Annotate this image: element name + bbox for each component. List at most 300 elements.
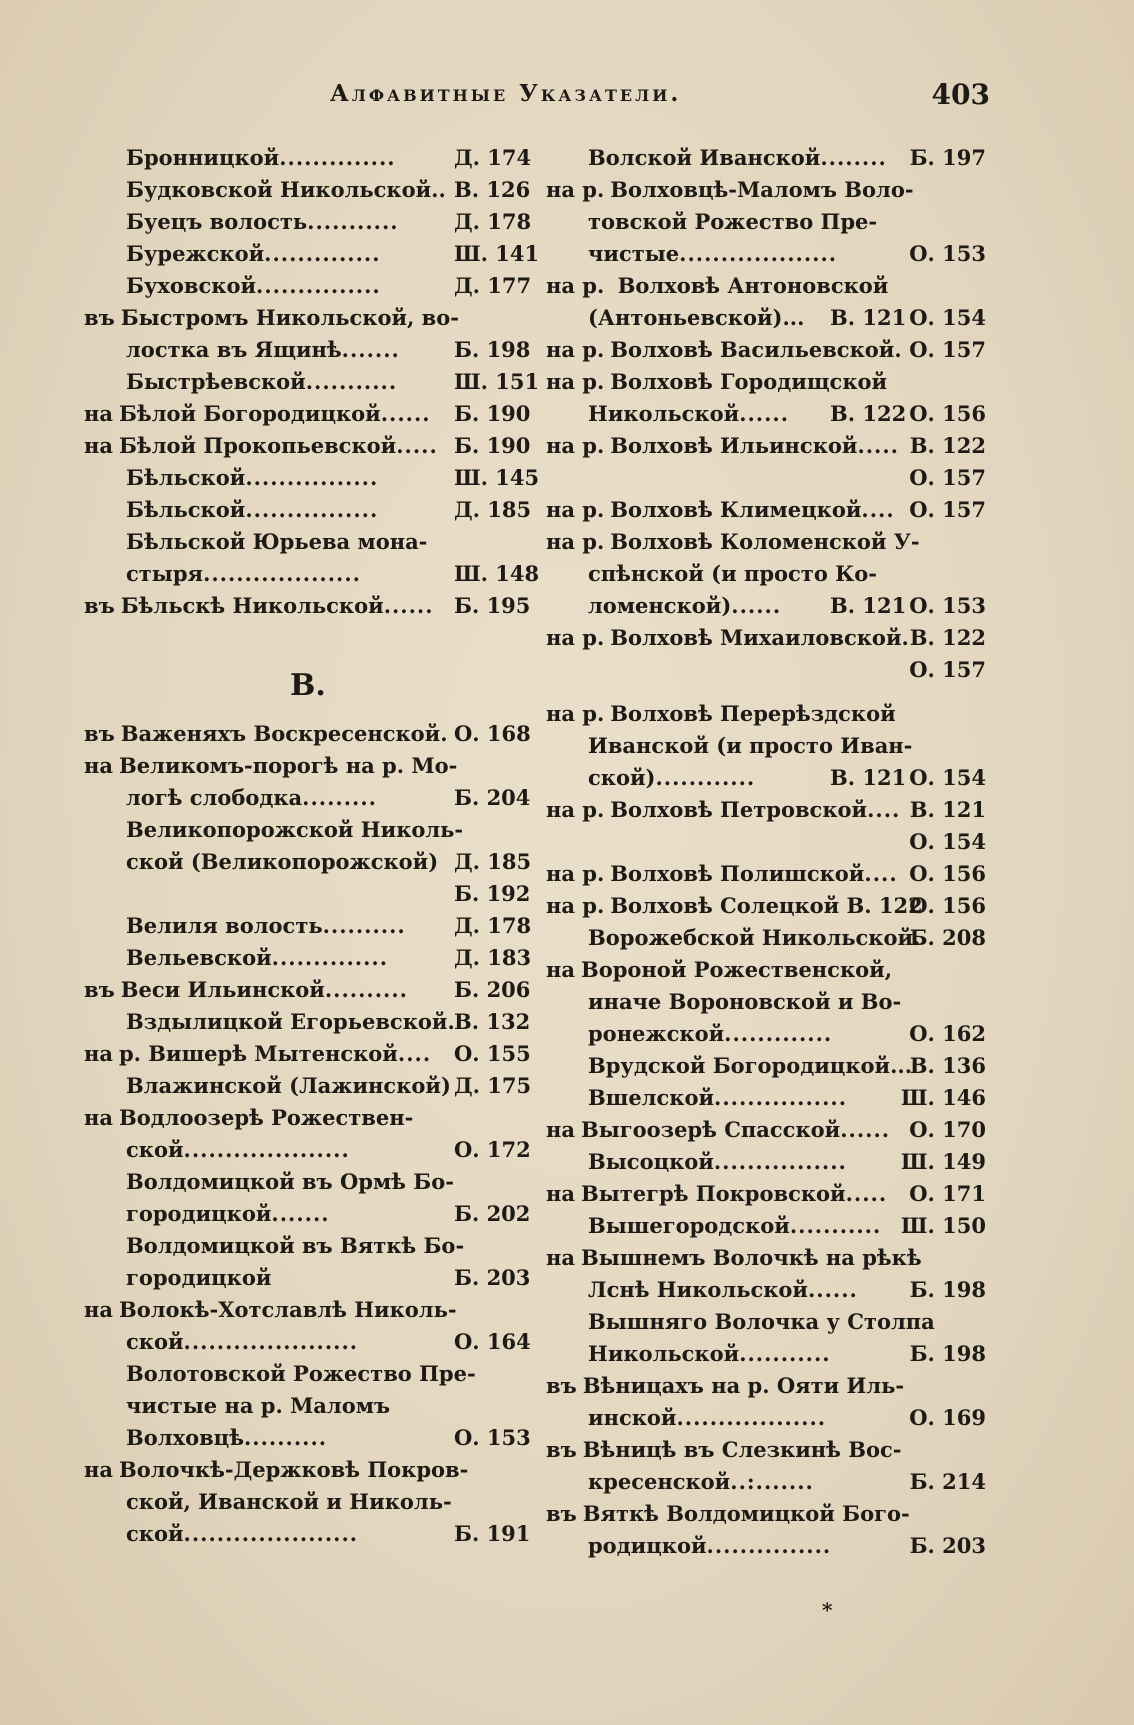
left-index-list-v <box>84 718 532 1550</box>
index-entry-line <box>546 398 992 430</box>
entry-name: Волской Иванской <box>588 145 821 170</box>
entry-prefix: въ <box>84 721 115 746</box>
entry-name: Буховской <box>126 273 257 298</box>
entry-name: Волховѣ Михаиловской. <box>610 625 909 650</box>
index-entry-line <box>546 858 992 890</box>
entry-leader: .............. <box>279 145 396 170</box>
index-entry-line <box>84 1230 526 1262</box>
entry-leader: .... <box>867 797 901 822</box>
entry-name: Важеняхъ Воскресенской. <box>120 721 448 746</box>
entry-ref-2: В. 121 <box>909 797 986 822</box>
entry-name: Бѣльской <box>126 465 246 490</box>
entry-leader: ............... <box>706 1533 832 1558</box>
entry-name: ской <box>126 1329 184 1354</box>
entry-name: Лснѣ Никольской <box>588 1277 808 1302</box>
entry-prefix: на <box>84 401 113 426</box>
entry-prefix: въ <box>84 305 115 330</box>
entry-leader: .................... <box>183 1137 350 1162</box>
entry-leader: ..................... <box>183 1329 359 1354</box>
entry-ref-2: Ш. 150 <box>900 1213 986 1238</box>
entry-ref: В. 121 <box>830 593 907 618</box>
entry-ref-2: Б. 203 <box>909 1533 986 1558</box>
section-letter: В. <box>290 668 326 703</box>
entry-ref-2: В. 122 <box>909 433 986 458</box>
entry-name: р. Вишерѣ Мытенской <box>118 1041 398 1066</box>
entry-ref-2: Б. 214 <box>909 1469 986 1494</box>
entry-ref-2: О. 157 <box>909 497 986 522</box>
index-entry-line <box>546 794 992 826</box>
entry-name: Никольской <box>588 401 740 426</box>
index-entry-line <box>84 1294 526 1326</box>
entry-name: ронежской <box>588 1021 725 1046</box>
index-entry-line <box>546 654 992 686</box>
entry-name: Бѣлой Прокопьевской <box>118 433 397 458</box>
entry-ref: О. 153 <box>454 1425 531 1450</box>
entry-leader: .............. <box>271 945 389 970</box>
index-entry-line <box>84 398 531 430</box>
entry-name: Выгоозерѣ Спасской <box>580 1117 841 1142</box>
entry-name: Волдомицкой въ Вяткѣ Бо- <box>126 1233 465 1258</box>
index-entry-line <box>546 762 992 794</box>
entry-ref: Д. 175 <box>454 1073 532 1098</box>
entry-leader: ........... <box>307 209 399 234</box>
index-entry-line <box>84 206 532 238</box>
index-entry-line <box>546 334 992 366</box>
entry-leader: ...... <box>808 1277 858 1302</box>
index-entry-line <box>84 270 532 302</box>
entry-name: Вышняго Волочка у Столпа <box>588 1309 935 1334</box>
index-entry-line <box>84 1166 526 1198</box>
entry-name: Волховѣ Солецкой В. 122 <box>610 893 923 918</box>
entry-prefix: на <box>84 1297 113 1322</box>
entry-leader: ..:....... <box>730 1469 814 1494</box>
index-entry-line <box>84 1390 526 1422</box>
index-entry-line <box>84 1454 526 1486</box>
entry-name: городицкой <box>126 1201 272 1226</box>
entry-ref-2: Ш. 149 <box>900 1149 986 1174</box>
entry-ref: В. 121 <box>830 305 907 330</box>
entry-leader: ............ <box>655 765 756 790</box>
entry-leader: ........... <box>305 369 398 394</box>
entry-name: Вышегородской <box>588 1213 790 1238</box>
index-entry-line <box>84 782 531 814</box>
index-entry-line <box>84 974 531 1006</box>
entry-ref: Д. 183 <box>454 945 532 970</box>
entry-ref: Б. 192 <box>454 881 531 906</box>
entry-leader: ....... <box>341 337 400 362</box>
entry-name: кресенской <box>588 1469 731 1494</box>
entry-leader: ................ <box>245 497 379 522</box>
index-entry-line <box>546 1402 992 1434</box>
index-entry-line <box>84 1198 531 1230</box>
index-entry-line <box>84 718 531 750</box>
index-entry-line <box>546 1242 992 1274</box>
entry-name: Вѣницахъ на р. Ояти Иль- <box>582 1373 905 1398</box>
entry-ref-2: Б. 198 <box>909 1341 986 1366</box>
entry-ref-2: О. 157 <box>909 337 986 362</box>
entry-name: Волховѣ Городищской <box>610 369 888 394</box>
index-entry-line <box>84 942 532 974</box>
entry-name: Волховцѣ-Маломъ Воло- <box>610 177 914 202</box>
index-entry-line <box>546 494 992 526</box>
entry-ref-2: О. 156 <box>909 401 986 426</box>
entry-prefix: на р. <box>546 433 605 458</box>
entry-ref-2: О. 169 <box>909 1405 986 1430</box>
entry-ref: О. 168 <box>454 721 531 746</box>
index-entry-line <box>84 750 526 782</box>
entry-leader: ................ <box>713 1149 847 1174</box>
entry-name: Вздылицкой Егорьевской. <box>126 1009 455 1034</box>
index-entry-line <box>84 174 531 206</box>
index-entry-line <box>546 622 992 654</box>
left-column <box>84 142 540 1550</box>
entry-name: лостка въ Ящинѣ <box>126 337 342 362</box>
entry-ref-2: О. 162 <box>909 1021 986 1046</box>
index-entry-line <box>84 1262 531 1294</box>
entry-leader: ................ <box>714 1085 848 1110</box>
left-index-list-b <box>84 142 540 622</box>
entry-ref: В. 126 <box>454 177 531 202</box>
index-entry-line <box>84 1358 526 1390</box>
entry-name: Вороной Рожественской, <box>580 957 893 982</box>
entry-leader: .......... <box>243 1425 328 1450</box>
entry-ref: Д. 185 <box>454 497 532 522</box>
index-entry-line <box>546 986 992 1018</box>
entry-name: Веси Ильинской <box>120 977 325 1002</box>
entry-leader: ........ <box>820 145 887 170</box>
entry-ref: О. 164 <box>454 1329 531 1354</box>
index-entry-line <box>546 1530 992 1562</box>
entry-prefix: на р. <box>546 369 605 394</box>
entry-ref: В. 122 <box>830 401 907 426</box>
entry-name: Вытегрѣ Покровской <box>580 1181 846 1206</box>
entry-ref: Ш. 141 <box>454 241 540 266</box>
entry-name: чистые <box>588 241 680 266</box>
entry-name: Волдомицкой въ Ормѣ Бо- <box>126 1169 454 1194</box>
entry-name: Вышнемъ Волочкѣ на рѣкѣ <box>580 1245 922 1270</box>
entry-ref-2: О. 154 <box>909 829 986 854</box>
entry-leader: ..... <box>845 1181 888 1206</box>
entry-leader: ...... <box>731 593 782 618</box>
entry-ref: Б. 190 <box>454 433 531 458</box>
entry-ref-2: О. 156 <box>909 861 986 886</box>
page-number: 403 <box>931 78 990 111</box>
entry-ref: Б. 195 <box>454 593 531 618</box>
index-entry-line <box>84 142 532 174</box>
index-entry-line <box>84 430 531 462</box>
entry-name: инской <box>588 1405 677 1430</box>
entry-prefix: на <box>84 753 113 778</box>
entry-prefix: на р. <box>546 797 605 822</box>
entry-ref: Б. 198 <box>454 337 531 362</box>
entry-ref-2: О. 170 <box>909 1117 986 1142</box>
index-entry-line <box>546 1146 992 1178</box>
entry-name: Влажинской (Лажинской) <box>126 1073 451 1098</box>
entry-name: Волховѣ Петровской <box>610 797 868 822</box>
index-entry-line <box>84 1134 531 1166</box>
entry-ref-2: Б. 208 <box>909 925 986 950</box>
entry-leader: ..... <box>396 433 438 458</box>
index-entry-line <box>546 1274 992 1306</box>
entry-name: Волочкѣ-Держковѣ Покров- <box>118 1457 469 1482</box>
footer-mark: * <box>822 1598 833 1622</box>
entry-name: Волховѣ Васильевской. <box>610 337 902 362</box>
index-entry-line <box>546 1498 992 1530</box>
entry-name: Волховѣ Антоновской <box>610 273 889 298</box>
index-entry-line <box>84 1006 531 1038</box>
entry-ref: Б. 204 <box>454 785 531 810</box>
entry-ref-2: О. 154 <box>909 765 986 790</box>
entry-name: Волховѣ Полишской <box>610 861 865 886</box>
index-entry-line <box>546 142 992 174</box>
index-entry-line <box>546 1050 992 1082</box>
entry-ref-2: О. 154 <box>909 305 986 330</box>
entry-name: иначе Вороновской и Во- <box>588 989 902 1014</box>
entry-prefix: на <box>546 1181 575 1206</box>
entry-name: Высоцкой <box>588 1149 714 1174</box>
entry-name: городицкой <box>126 1265 272 1290</box>
entry-leader: .................. <box>676 1405 827 1430</box>
entry-leader: ..... <box>857 433 899 458</box>
entry-ref-2: О. 171 <box>909 1181 986 1206</box>
entry-leader: ...... <box>383 593 434 618</box>
entry-prefix: на <box>546 1245 575 1270</box>
entry-ref: Б. 191 <box>454 1521 531 1546</box>
entry-name: Волховѣ Перерѣздской <box>610 701 896 726</box>
entry-ref: В. 121 <box>830 765 907 790</box>
entry-leader: ................... <box>203 561 361 586</box>
entry-leader: .... <box>861 497 895 522</box>
entry-prefix: на р. <box>546 893 605 918</box>
entry-ref: Б. 203 <box>454 1265 531 1290</box>
entry-ref: Б. 202 <box>454 1201 531 1226</box>
entry-name: ской) <box>588 765 656 790</box>
running-header <box>330 78 990 118</box>
entry-name: ской <box>126 1521 184 1546</box>
entry-ref-2: Б. 197 <box>909 145 986 170</box>
entry-leader: ................... <box>679 241 838 266</box>
index-entry-line <box>84 302 526 334</box>
entry-ref: Д. 177 <box>454 273 532 298</box>
index-entry-line <box>546 698 992 730</box>
entry-ref: Б. 206 <box>454 977 531 1002</box>
entry-ref-2: В. 136 <box>909 1053 986 1078</box>
entry-name: Вельевской <box>126 945 272 970</box>
entry-ref-2: Ш. 146 <box>900 1085 986 1110</box>
entry-name: чистые на р. Маломъ <box>126 1393 391 1418</box>
index-entry-line <box>546 366 992 398</box>
index-entry-line <box>546 1466 992 1498</box>
entry-name: Быстрѣевской <box>126 369 306 394</box>
entry-prefix: на р. <box>546 337 605 362</box>
index-entry-line <box>84 846 532 878</box>
entry-ref: Ш. 145 <box>454 465 540 490</box>
entry-leader: ....... <box>271 1201 330 1226</box>
entry-name: Великомъ-порогѣ на р. Мо- <box>118 753 458 778</box>
entry-name: Врудской Богородицкой... <box>588 1053 913 1078</box>
entry-name: ской <box>126 1137 184 1162</box>
entry-ref: Б. 190 <box>454 401 531 426</box>
entry-ref: Д. 178 <box>454 913 532 938</box>
index-entry-line <box>546 730 992 762</box>
entry-name: Бронницкой <box>126 145 280 170</box>
right-index-list <box>546 142 992 1562</box>
index-entry-line <box>546 1370 992 1402</box>
entry-name: Иванской (и просто Иван- <box>588 733 913 758</box>
entry-name: Волховцѣ <box>126 1425 244 1450</box>
entry-leader: ............. <box>724 1021 833 1046</box>
entry-name: Водлоозерѣ Рожествен- <box>118 1105 414 1130</box>
entry-name: родицкой <box>588 1533 707 1558</box>
entry-prefix: на р. <box>546 529 605 554</box>
entry-prefix: въ <box>546 1437 577 1462</box>
index-entry-line <box>546 430 992 462</box>
entry-name: Вѣницѣ въ Слезкинѣ Вос- <box>582 1437 902 1462</box>
index-entry-line <box>84 814 526 846</box>
entry-name: Вяткѣ Волдомицкой Бого- <box>582 1501 910 1526</box>
index-entry-line <box>546 1434 992 1466</box>
entry-prefix: на р. <box>546 177 605 202</box>
entry-prefix: на р. <box>546 273 605 298</box>
index-entry-line <box>84 494 532 526</box>
right-column <box>546 142 992 1562</box>
entry-name: Волотовской Рожество Пре- <box>126 1361 476 1386</box>
index-entry-line <box>84 462 540 494</box>
index-entry-line <box>84 366 540 398</box>
index-entry-line <box>546 1114 992 1146</box>
entry-name: Быстромъ Никольской, во- <box>120 305 459 330</box>
index-entry-line <box>546 302 992 334</box>
entry-ref-2: О. 153 <box>909 241 986 266</box>
index-entry-line <box>84 590 531 622</box>
entry-leader: ........... <box>789 1213 882 1238</box>
index-entry-line <box>546 270 992 302</box>
index-entry-line <box>84 1518 531 1550</box>
index-entry-line <box>84 1422 531 1454</box>
entry-prefix: на <box>84 1041 113 1066</box>
entry-name: стыря <box>126 561 204 586</box>
entry-name: Бѣльской <box>126 497 246 522</box>
entry-name: Бѣльской Юрьева мона- <box>126 529 428 554</box>
index-entry-line <box>84 1486 526 1518</box>
entry-prefix: на <box>84 1457 113 1482</box>
entry-name: (Антоньевской)... <box>588 305 805 330</box>
entry-prefix: въ <box>84 977 115 1002</box>
entry-leader: ........... <box>739 1341 831 1366</box>
entry-name: ской (Великопорожской) <box>126 849 439 874</box>
entry-name: ской, Иванской и Николь- <box>126 1489 452 1514</box>
running-title: Алфавитные Указатели. <box>330 80 682 107</box>
entry-ref-2: В. 122 <box>909 625 986 650</box>
entry-prefix: на <box>546 957 575 982</box>
index-entry-line <box>84 1038 531 1070</box>
index-entry-line <box>546 526 992 558</box>
entry-leader: ......... <box>302 785 377 810</box>
index-entry-line <box>84 238 540 270</box>
index-entry-line <box>84 910 532 942</box>
entry-ref-2: О. 153 <box>909 593 986 618</box>
entry-leader: .......... <box>322 913 406 938</box>
entry-leader: .... <box>397 1041 432 1066</box>
entry-prefix: на <box>546 1117 575 1142</box>
entry-name: Великопорожской Николь- <box>126 817 464 842</box>
entry-name: Волховѣ Климецкой <box>610 497 862 522</box>
entry-name: Бурежской <box>126 241 265 266</box>
entry-name: Ворожебской Никольской. <box>588 925 921 950</box>
entry-ref: О. 155 <box>454 1041 531 1066</box>
entry-ref: Ш. 148 <box>454 561 540 586</box>
entry-ref-2: О. 157 <box>909 657 986 682</box>
entry-ref: О. 172 <box>454 1137 531 1162</box>
entry-name: Волокѣ-Хотславлѣ Николь- <box>118 1297 457 1322</box>
entry-prefix: на <box>84 433 113 458</box>
entry-ref-2: Б. 198 <box>909 1277 986 1302</box>
index-entry-line <box>84 526 526 558</box>
entry-ref: Ш. 151 <box>454 369 540 394</box>
index-entry-line <box>546 206 992 238</box>
entry-leader: ............... <box>256 273 381 298</box>
entry-prefix: въ <box>546 1373 577 1398</box>
index-entry-line <box>546 826 992 858</box>
entry-prefix: на р. <box>546 701 605 726</box>
entry-name: Бѣльскѣ Никольской <box>120 593 384 618</box>
entry-ref: Д. 185 <box>454 849 532 874</box>
entry-name: ломенской) <box>588 593 732 618</box>
index-entry-line <box>546 174 992 206</box>
entry-name: спѣнской (и просто Ко- <box>588 561 877 586</box>
index-entry-line <box>84 1102 526 1134</box>
index-entry-line <box>546 1178 992 1210</box>
index-entry-line <box>546 1082 992 1114</box>
entry-prefix: на <box>84 1105 113 1130</box>
index-entry-line <box>546 590 992 622</box>
entry-prefix: въ <box>546 1501 577 1526</box>
entry-name: Волховѣ Ильинской <box>610 433 858 458</box>
entry-leader: ...... <box>739 401 790 426</box>
entry-name: товской Рожество Пре- <box>588 209 878 234</box>
index-entry-line <box>546 922 992 954</box>
index-entry-line <box>546 1338 992 1370</box>
entry-leader: ...... <box>840 1117 891 1142</box>
index-entry-line <box>546 1306 992 1338</box>
entry-name: Вшелской <box>588 1085 715 1110</box>
entry-leader: .............. <box>264 241 381 266</box>
entry-leader: ...... <box>380 401 431 426</box>
entry-prefix: въ <box>84 593 115 618</box>
entry-name: Никольской <box>588 1341 740 1366</box>
entry-leader: ..................... <box>183 1521 359 1546</box>
entry-name: Волховѣ Коломенской У- <box>610 529 920 554</box>
index-entry-line <box>84 1070 532 1102</box>
entry-leader: .... <box>864 861 898 886</box>
entry-ref: В. 132 <box>454 1009 531 1034</box>
index-entry-line <box>84 558 540 590</box>
entry-leader: ................ <box>245 465 379 490</box>
index-entry-line <box>546 890 992 922</box>
entry-ref-2: О. 156 <box>909 893 986 918</box>
index-entry-line <box>84 1326 531 1358</box>
entry-name: Буецъ волость <box>126 209 308 234</box>
index-entry-line <box>546 462 992 494</box>
entry-name: Бѣлой Богородицкой <box>118 401 381 426</box>
entry-prefix: на р. <box>546 497 605 522</box>
entry-prefix: на р. <box>546 861 605 886</box>
entry-name: Велиля волость <box>126 913 323 938</box>
index-entry-line <box>84 878 531 910</box>
index-entry-line <box>546 238 992 270</box>
index-entry-line <box>546 558 992 590</box>
index-entry-line <box>84 334 531 366</box>
